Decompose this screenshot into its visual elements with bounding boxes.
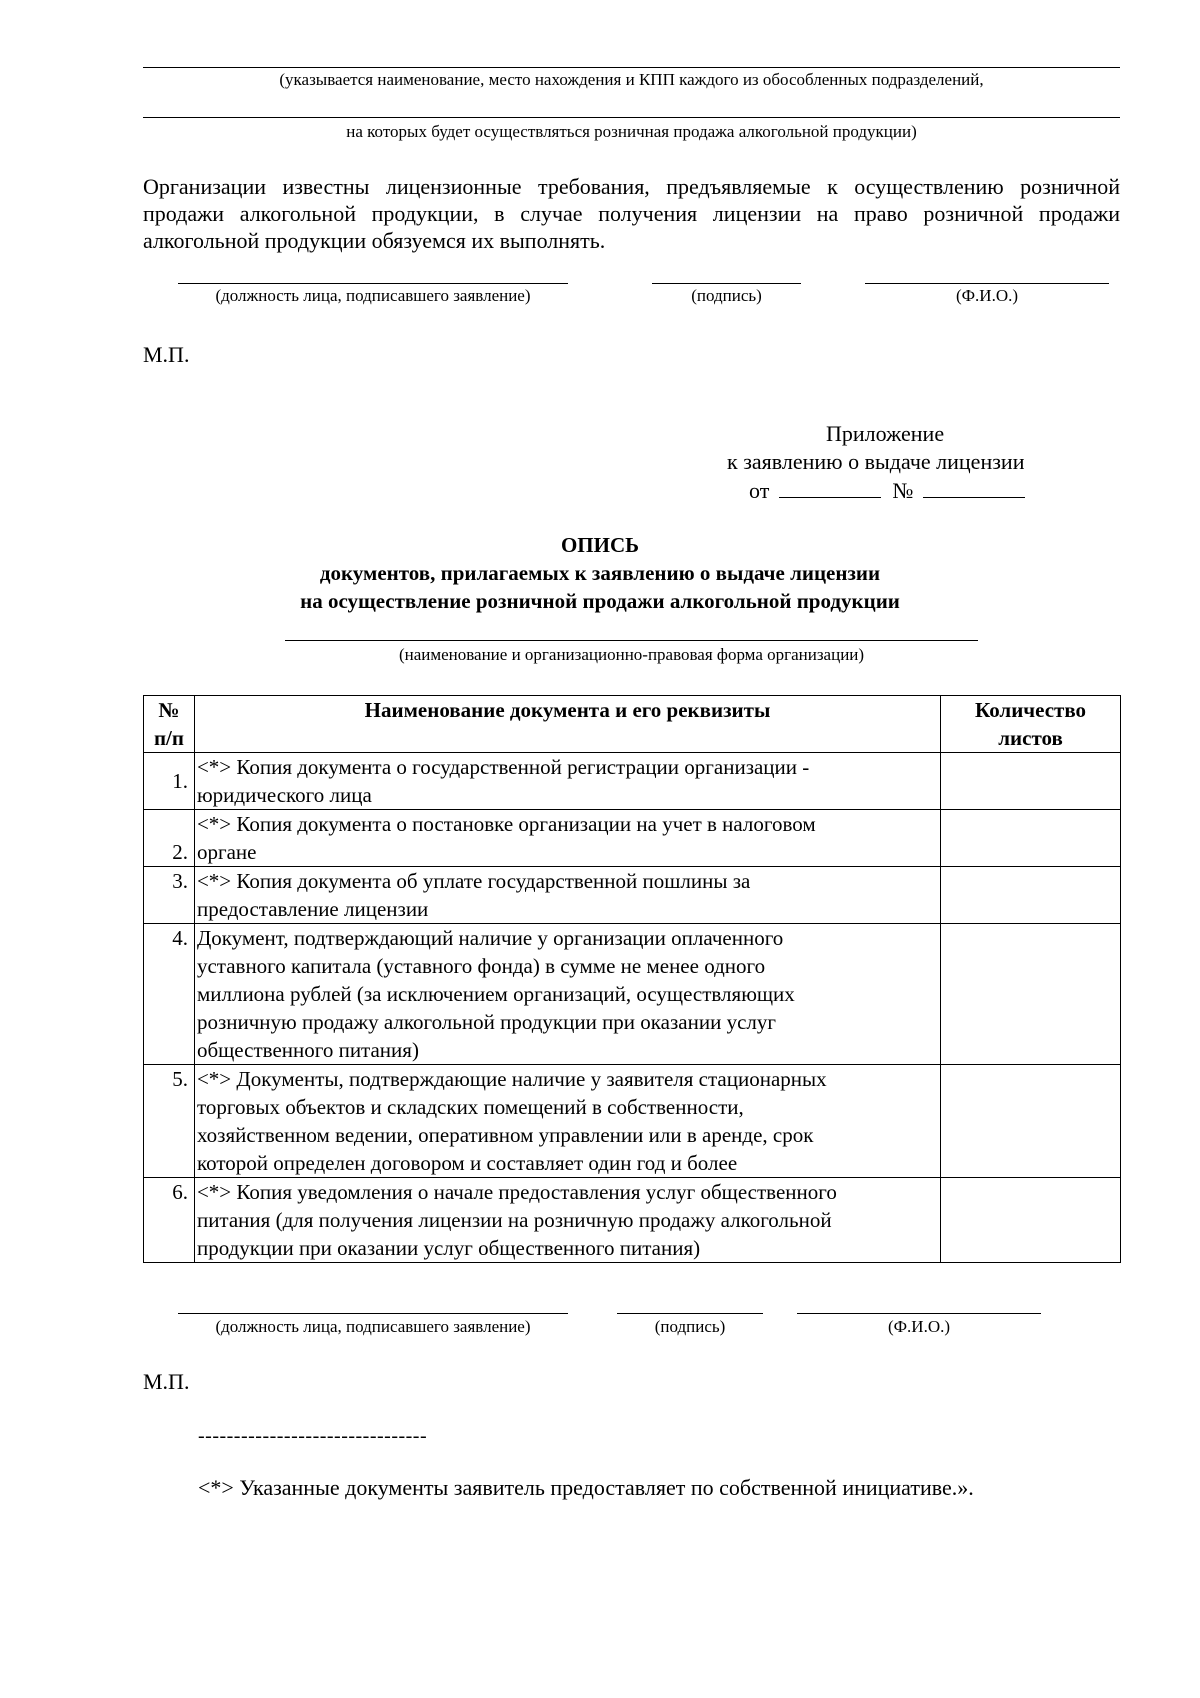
- row-document: <*> Копия документа о постановке организации на учет в налоговом органе: [194, 810, 940, 867]
- header-caption-1: (указывается наименование, место нахождения и КПП каждого из обособленных подразделений,: [279, 70, 984, 89]
- signature-1-position-line: [178, 283, 568, 284]
- appendix-number-label: №: [892, 478, 914, 503]
- appendix-line-1: Приложение: [826, 421, 945, 446]
- row-sheet-count[interactable]: [941, 1065, 1121, 1178]
- appendix-line-2: к заявлению о выдаче лицензии: [727, 449, 1025, 474]
- table-row: [144, 810, 1121, 867]
- table-row: [144, 924, 1121, 1065]
- signature-1-signature-label: (подпись): [691, 286, 762, 305]
- appendix-number-blank: [923, 477, 1025, 498]
- row-document: <*> Документы, подтверждающие наличие у заявителя стационарных торговых объектов и складских помещений в собственности, хозяйственном ведении, оперативном управлении или в аренде, срок которой определен договором и составляет один год и более: [194, 1065, 940, 1178]
- row-sheet-count[interactable]: [941, 810, 1121, 867]
- row-number: 6.: [144, 1178, 195, 1263]
- row-document: <*> Копия документа о государственной регистрации организации - юридического лица: [194, 753, 940, 810]
- table-row: [144, 867, 1121, 924]
- header-number: № п/п: [144, 696, 195, 753]
- row-number: 4.: [144, 924, 195, 1065]
- row-number: 1.: [144, 753, 195, 810]
- row-number: 5.: [144, 1065, 195, 1178]
- header-caption-2: на которых будет осуществляться розничная продажа алкогольной продукции): [346, 122, 917, 141]
- row-sheet-count[interactable]: [941, 924, 1121, 1065]
- inventory-subtitle-1: документов, прилагаемых к заявлению о выдаче лицензии: [319, 561, 881, 585]
- signature-2-position-label: (должность лица, подписавшего заявление): [215, 1317, 531, 1336]
- stamp-placeholder-1: М.П.: [143, 342, 190, 367]
- table-row: [144, 1065, 1121, 1178]
- table-row: [144, 753, 1121, 810]
- intro-paragraph: Организации известны лицензионные требования, предъявляемые к осуществлению розничной продажи алкогольной продукции, в случае получения лицензии на право розничной продажи алкогольной продукции обязуемся их выполнять.: [143, 174, 1120, 253]
- signature-2-name-line: [797, 1313, 1041, 1314]
- table-row: [144, 1178, 1121, 1263]
- signature-2-position-line: [178, 1313, 568, 1314]
- appendix-date-blank: [779, 477, 881, 498]
- row-number: 2.: [144, 810, 195, 867]
- signature-2-signature-label: (подпись): [654, 1317, 726, 1336]
- signature-1-signature-line: [652, 283, 801, 284]
- row-sheet-count[interactable]: [941, 753, 1121, 810]
- documents-table: [143, 695, 1121, 1263]
- org-name-line: [285, 640, 978, 641]
- row-document: <*> Копия уведомления о начале предоставления услуг общественного питания (для получения лицензии на розничную продажу алкогольной продукции при оказании услуг общественного питания): [194, 1178, 940, 1263]
- signature-1-name-line: [865, 283, 1109, 284]
- signature-1-name-label: (Ф.И.О.): [955, 286, 1019, 305]
- header-document-name: Наименование документа и его реквизиты: [194, 696, 940, 753]
- footnote-separator: --------------------------------: [198, 1425, 428, 1447]
- row-document: <*> Копия документа об уплате государственной пошлины за предоставление лицензии: [194, 867, 940, 924]
- stamp-placeholder-2: М.П.: [143, 1369, 190, 1394]
- header-line-1: [143, 67, 1120, 68]
- appendix-from-label: от: [749, 478, 770, 503]
- org-name-caption: (наименование и организационно-правовая форма организации): [398, 645, 865, 664]
- row-sheet-count[interactable]: [941, 867, 1121, 924]
- row-sheet-count[interactable]: [941, 1178, 1121, 1263]
- table-header-row: [144, 696, 1121, 753]
- signature-1-position-label: (должность лица, подписавшего заявление): [215, 286, 531, 305]
- signature-2-signature-line: [617, 1313, 763, 1314]
- row-number: 3.: [144, 867, 195, 924]
- footnote-text: <*> Указанные документы заявитель предоставляет по собственной инициативе.».: [198, 1475, 974, 1500]
- inventory-title: ОПИСЬ: [560, 533, 640, 557]
- header-line-2: [143, 117, 1120, 118]
- row-document: Документ, подтверждающий наличие у организации оплаченного уставного капитала (уставного фонда) в сумме не менее одного миллиона рублей (за исключением организаций, осуществляющих розничную продажу алкогольной продукции при оказании услуг общественного питания): [194, 924, 940, 1065]
- signature-2-name-label: (Ф.И.О.): [887, 1317, 951, 1336]
- header-sheet-count: Количество листов: [941, 696, 1121, 753]
- appendix-line-3: [749, 477, 1025, 504]
- inventory-subtitle-2: на осуществление розничной продажи алкогольной продукции: [300, 589, 900, 613]
